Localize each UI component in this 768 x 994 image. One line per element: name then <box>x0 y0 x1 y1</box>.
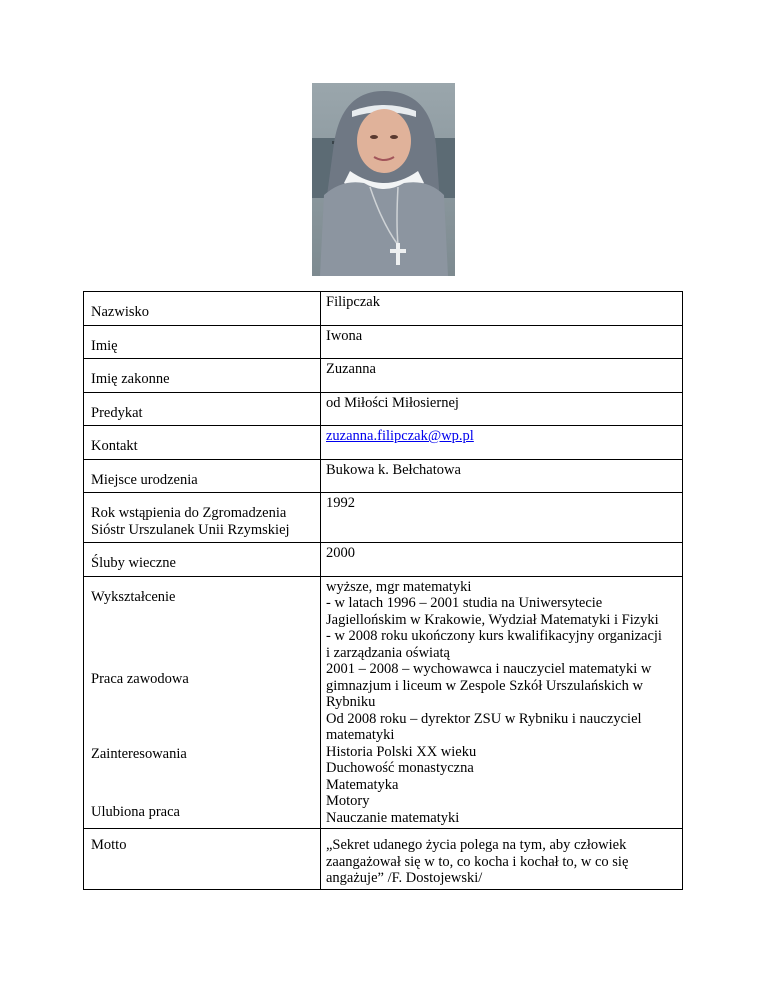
row-value-cell <box>321 325 683 359</box>
row-value-cell <box>321 426 683 460</box>
table-row <box>84 543 683 577</box>
profile-table <box>83 291 683 890</box>
row-label-line: Sióstr Urszulanek Unii Rzymskiej <box>91 521 290 538</box>
row-label-cell <box>84 392 321 426</box>
row-label-cell <box>84 829 321 890</box>
motto-line: zaangażował się w to, co kocha i kochał to, w co się <box>326 853 629 870</box>
row-label-cell <box>84 426 321 460</box>
value-line: - w latach 1996 – 2001 studia na Uniwersytecie <box>326 595 603 611</box>
row-value: 2000 <box>326 545 355 561</box>
row-label: Motto <box>91 837 127 853</box>
row-value: 1992 <box>326 495 355 511</box>
label-education: Wykształcenie <box>91 588 176 605</box>
label-interests: Zainteresowania <box>91 745 187 762</box>
row-label-cell <box>84 359 321 393</box>
row-value: Bukowa k. Bełchatowa <box>326 461 461 478</box>
row-label: Imię <box>91 337 118 354</box>
row-value: Zuzanna <box>326 361 376 377</box>
value-line: Motory <box>326 793 370 809</box>
value-line: Jagiellońskim w Krakowie, Wydział Matematyki i Fizyki <box>326 611 659 628</box>
row-label-cell <box>84 493 321 543</box>
table-row <box>84 829 683 890</box>
value-line: i zarządzania oświatą <box>326 644 450 661</box>
row-label-cell <box>84 325 321 359</box>
row-label: Śluby wieczne <box>91 555 176 571</box>
table-row <box>84 426 683 460</box>
portrait-image <box>312 83 455 276</box>
row-label: Kontakt <box>91 438 138 454</box>
row-label-cell <box>84 459 321 493</box>
table-row <box>84 459 683 493</box>
value-line: - w 2008 roku ukończony kurs kwalifikacyjny organizacji <box>326 628 662 644</box>
row-label: Miejsce urodzenia <box>91 471 198 488</box>
value-line: matematyki <box>326 727 395 743</box>
row-value: Iwona <box>326 327 363 344</box>
row-label: Nazwisko <box>91 304 149 320</box>
motto-line: angażuje” /F. Dostojewski/ <box>326 870 483 886</box>
row-value: od Miłości Miłosiernej <box>326 394 459 411</box>
row-value: Filipczak <box>326 294 380 310</box>
table-row <box>84 493 683 543</box>
value-line: Duchowość monastyczna <box>326 760 474 776</box>
contact-email-link[interactable]: zuzanna.filipczak@wp.pl <box>326 428 474 444</box>
motto-line: „Sekret udanego życia polega na tym, aby człowiek <box>326 837 627 853</box>
row-label: Imię zakonne <box>91 371 170 387</box>
value-line: wyższe, mgr matematyki <box>326 578 472 595</box>
value-line: 2001 – 2008 – wychowawca i nauczyciel matematyki w <box>326 661 652 677</box>
value-line: gimnazjum i liceum w Zespole Szkół Urszulańskich w <box>326 677 643 694</box>
value-line: Historia Polski XX wieku <box>326 743 477 760</box>
value-line: Rybniku <box>326 694 376 710</box>
merged-row <box>84 576 683 829</box>
value-line: Matematyka <box>326 776 399 793</box>
table-row <box>84 359 683 393</box>
label-work: Praca zawodowa <box>91 671 189 687</box>
row-value-cell <box>321 392 683 426</box>
row-value-cell <box>321 359 683 393</box>
value-line: Od 2008 roku – dyrektor ZSU w Rybniku i nauczyciel <box>326 710 642 727</box>
row-label-cell <box>84 543 321 577</box>
row-label: Predykat <box>91 404 143 421</box>
row-label-line: Rok wstąpienia do Zgromadzenia <box>91 505 287 521</box>
merged-value-cell <box>321 576 683 829</box>
profile-photo <box>312 83 455 276</box>
row-value-cell <box>321 543 683 577</box>
row-value-cell <box>321 493 683 543</box>
row-label-cell <box>84 292 321 326</box>
value-line: Nauczanie matematyki <box>326 809 460 826</box>
table-row <box>84 392 683 426</box>
row-value-cell <box>321 292 683 326</box>
motto-value-cell <box>321 829 683 890</box>
row-value-cell <box>321 459 683 493</box>
table-row <box>84 292 683 326</box>
merged-label-cell <box>84 576 321 829</box>
table-row <box>84 325 683 359</box>
label-favorite-work: Ulubiona praca <box>91 804 180 820</box>
